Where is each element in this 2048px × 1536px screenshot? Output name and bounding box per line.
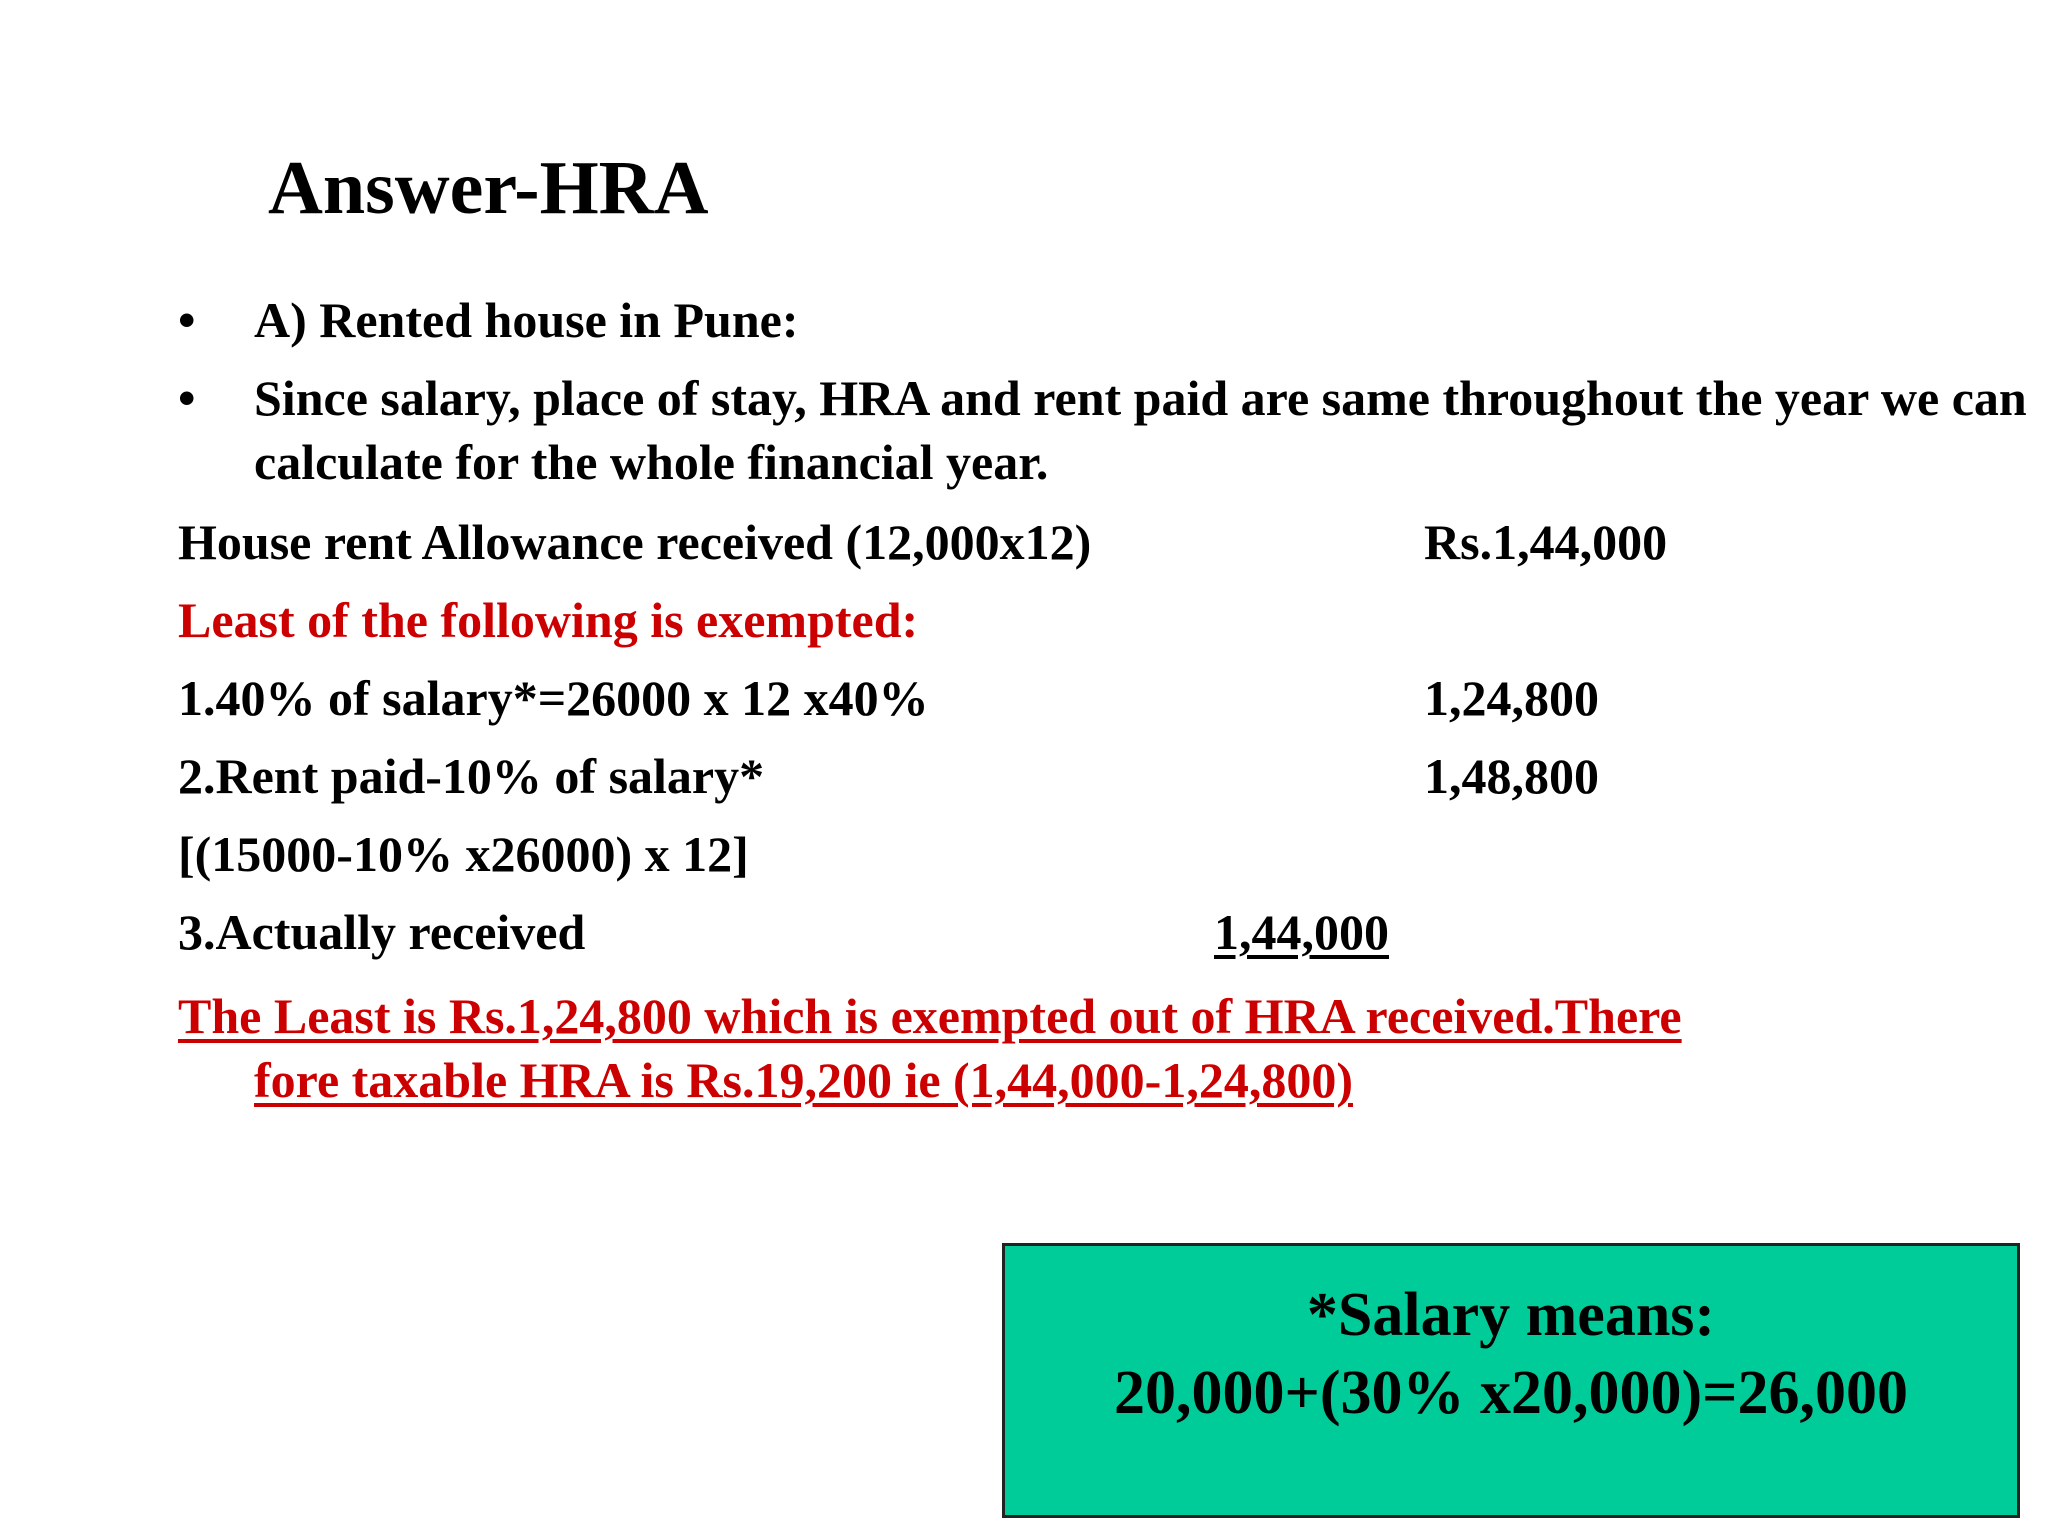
bullet-text: Since salary, place of stay, HRA and rent paid are same throughout the year we can calculate for the whole financial year. (254, 370, 2027, 490)
least-heading: Least of the following is exempted: (178, 592, 919, 648)
salary-note-formula: 20,000+(30% x20,000)=26,000 (1114, 1359, 1908, 1427)
salary-note-box (1002, 1243, 2020, 1518)
item-1-label: 1.40% of salary*=26000 x 12 x40% (178, 670, 929, 726)
slide-title: Answer-HRA (268, 146, 709, 230)
item-2-formula: [(15000-10% x26000) x 12] (178, 826, 749, 882)
item-1-amount: 1,24,800 (1424, 670, 1599, 726)
hra-received-amount: Rs.1,44,000 (1424, 514, 1668, 570)
item-2-label: 2.Rent paid-10% of salary* (178, 748, 765, 804)
bullet-item-rented-house (178, 288, 2048, 352)
conclusion-line-2: fore taxable HRA is Rs.19,200 ie (1,44,000-1,24,800) (254, 1052, 1353, 1108)
bullet-text: A) Rented house in Pune: (254, 292, 799, 348)
salary-note-heading: *Salary means: (1306, 1281, 1716, 1349)
bullet-item-salary-note (178, 366, 2048, 494)
item-2-amount: 1,48,800 (1424, 748, 1599, 804)
item-3-label: 3.Actually received (178, 904, 586, 960)
conclusion-line-1: The Least is Rs.1,24,800 which is exempted out of HRA received.There (178, 988, 1682, 1044)
hra-received-label: House rent Allowance received (12,000x12) (178, 514, 1092, 570)
bullet-icon: • (178, 292, 196, 348)
conclusion-text (178, 984, 2038, 1112)
item-3-amount: 1,44,000 (1214, 904, 1389, 960)
bullet-icon: • (178, 370, 196, 426)
